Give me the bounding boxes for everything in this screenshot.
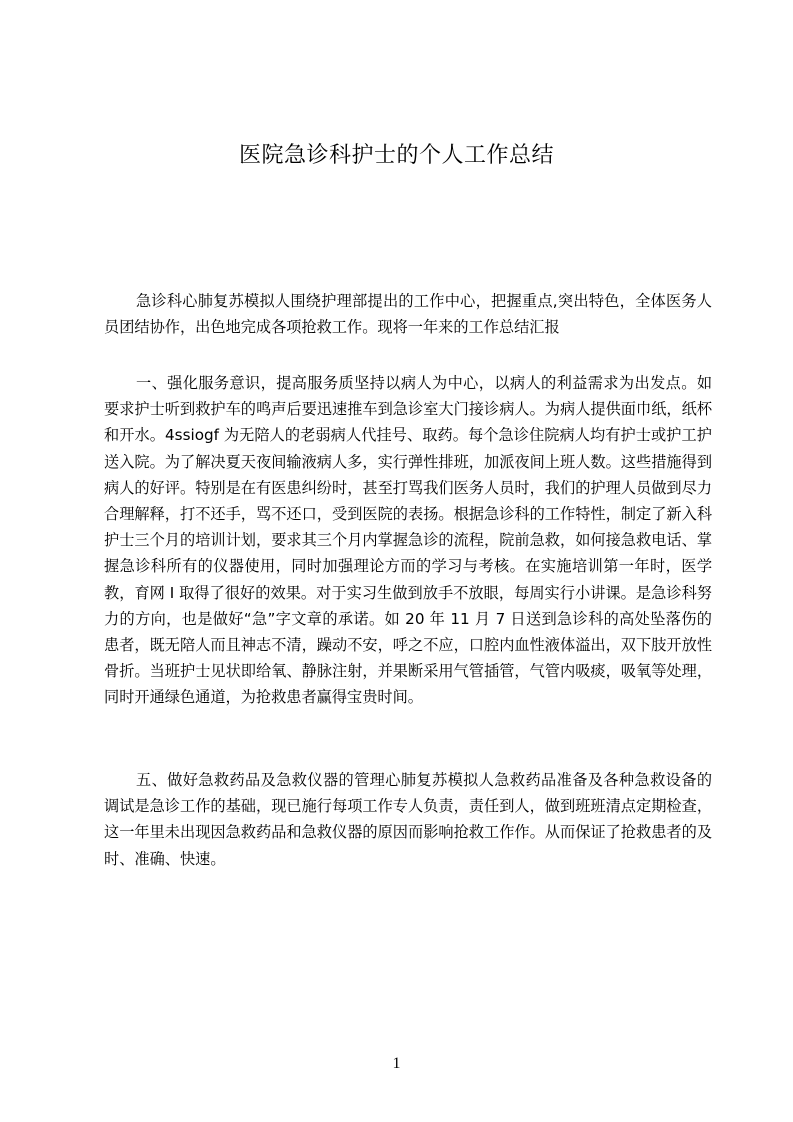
emergency-equipment-paragraph: 五、做好急救药品及急救仪器的管理心肺复苏模拟人急救药品准备及各种急救设备的调试是急诊工作的基础，现已施行每项工作专人负责，责任到人，做到班班清点定期检查，这一年里未出现因急救药品和急救仪器的原因而影响抢救工作作。从而保证了抢救患者的及时、准确、快速。 — [104, 771, 712, 868]
page-number: 1 — [392, 1055, 401, 1072]
service-awareness-paragraph: 一、强化服务意识，提高服务质坚持以病人为中心，以病人的利益需求为出发点。如要求护士听到救护车的鸣声后要迅速推车到急诊室大门接诊病人。为病人提供面巾纸，纸杯和开水。4ssiogf 为无陪人的老弱病人代挂号、取药。每个急诊住院病人均有护士或护工护送入院。为了解决夏天夜间输液病人多，实行弹性排班，加派夜间上班人数。这些措施得到病人的好评。特别是在有医患纠纷时，甚至打骂我们医务人员时，我们的护理人员做到尽力合理解释，打不还手，骂不还口，受到医院的表扬。根据急诊科的工作特性，制定了新入科护士三个月的培训计划，要求其三个月内掌握急诊的流程，院前急救，如何接急救电话、掌握急诊科所有的仪器使用，同时加强理论方而的学习与考核。在实施培训第一年时，医学教，育网 I 取得了很好的效果。对于实习生做到放手不放眼，每周实行小讲课。是急诊科努力的方向，也是做好“急”字文章的承诺。如 20 年 11 月 7 日送到急诊科的高处坠落伤的患者，既无陪人而且神志不清，躁动不安，呼之不应，口腔内血性液体溢出，双下肢开放性骨折。当班护士见状即给氧、静脉注射，并果断采用气管插管，气管内吸痰，吸氧等处理，同时开通绿色通道，为抢救患者赢得宝贵时间。 — [104, 374, 712, 707]
intro-paragraph: 急诊科心肺复苏模拟人围绕护理部提出的工作中心，把握重点,突出特色，全体医务人员团结协作，出色地完成各项抢救工作。现将一年来的工作总结汇报 — [104, 292, 712, 337]
document-title: 医院急诊科护士的个人工作总结 — [238, 143, 554, 168]
